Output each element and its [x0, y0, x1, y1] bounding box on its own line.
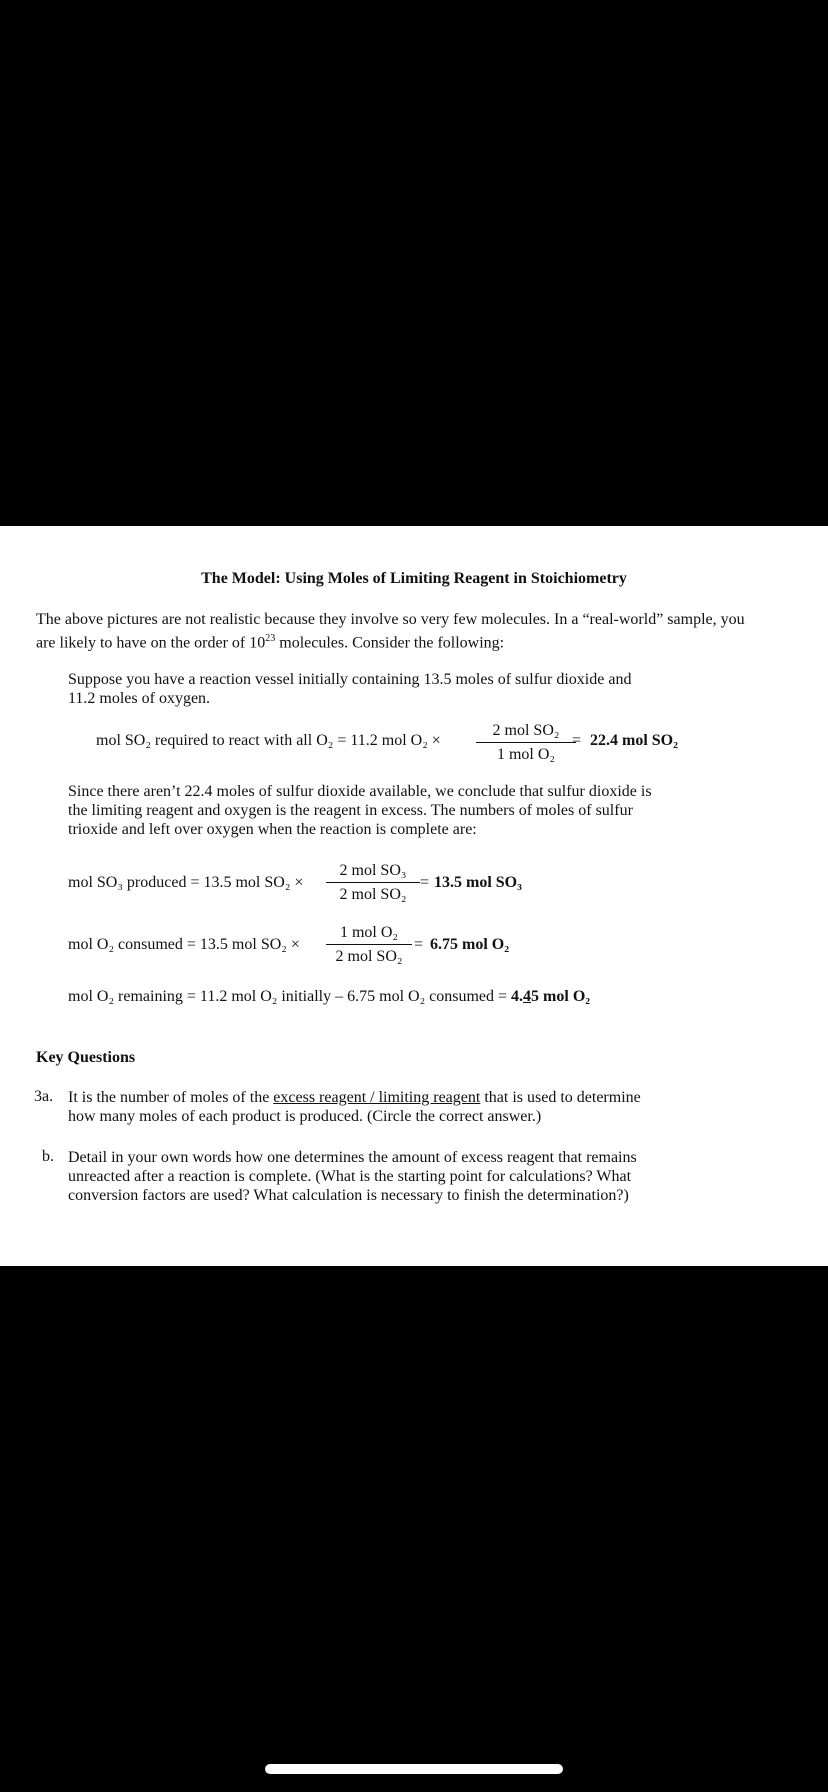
qb-line-1: Detail in your own words how one determines the amount of excess reagent that remains [68, 1149, 637, 1166]
intro-line-2: are likely to have on the order of $10^{23}$ molecules. Consider the following: [36, 633, 505, 652]
suppose-line-1: Suppose you have a reaction vessel initially containing 13.5 moles of sulfur dioxide and [68, 671, 632, 688]
since-line-2: the limiting reagent and oxygen is the reagent in excess. The numbers of moles of sulfur [68, 802, 633, 819]
equation-o2-remaining [68, 988, 590, 1006]
eq2-fraction [326, 862, 420, 904]
eq2-denominator: 2 mol SO₂ [339, 886, 407, 903]
suppose-line-2: 11.2 moles of oxygen. [68, 690, 211, 707]
eq2-left: mol SO₃ produced = 13.5 mol SO₂ × [68, 874, 304, 891]
intro-line-1: The above pictures are not realistic because they involve so very few molecules. In a “real-world” sample, you [36, 611, 745, 628]
since-line-1: Since there aren’t 22.4 moles of sulfur dioxide available, we conclude that sulfur dioxide is [68, 783, 652, 800]
qb-line-3: conversion factors are used? What calculation is necessary to finish the determination?) [68, 1187, 629, 1204]
eq2-numerator: 2 mol SO₃ [326, 862, 420, 883]
eq1-denominator: 1 mol O₂ [496, 746, 556, 763]
reagent-choice[interactable]: excess reagent / limiting reagent [273, 1089, 481, 1106]
suppose-paragraph [68, 670, 788, 708]
exponent: 23 [265, 633, 276, 644]
q3a-line-1: It is the number of moles of the excess reagent / limiting reagent that is used to determine [68, 1089, 641, 1106]
eq3-equals: = [414, 936, 424, 953]
eq3-denominator: 2 mol SO₂ [335, 948, 403, 965]
q3a-line-2: how many moles of each product is produced. (Circle the correct answer.) [68, 1108, 542, 1125]
eq4-result: 4.45 mol O₂ [511, 988, 591, 1005]
question-b-text [68, 1148, 788, 1205]
since-paragraph [68, 782, 788, 839]
question-3a-label: 3a. [34, 1088, 54, 1105]
eq3-left: mol O₂ consumed = 13.5 mol SO₂ × [68, 936, 300, 953]
home-indicator[interactable] [265, 1764, 563, 1774]
eq1-left: mol SO₂ required to react with all O₂ = 11.2 mol O₂ × [96, 732, 441, 749]
question-3a-text [68, 1088, 788, 1126]
eq2-result: 13.5 mol SO₃ [434, 874, 522, 891]
eq1-fraction [476, 722, 576, 764]
eq1-equals: = [572, 732, 582, 749]
eq2-equals: = [420, 874, 430, 891]
eq1-numerator: 2 mol SO₂ [476, 722, 576, 743]
eq3-fraction [326, 924, 412, 966]
eq3-numerator: 1 mol O₂ [326, 924, 412, 945]
document-page [0, 526, 828, 1266]
eq4-text: mol O₂ remaining = 11.2 mol O₂ initially – 6.75 mol O₂ consumed = [68, 988, 512, 1005]
eq1-result: 22.4 mol SO₂ [590, 732, 678, 749]
intro-paragraph [36, 610, 826, 652]
page-title: The Model: Using Moles of Limiting Reagent in Stoichiometry [201, 570, 627, 587]
eq3-result: 6.75 mol O₂ [430, 936, 510, 953]
since-line-3: trioxide and left over oxygen when the reaction is complete are: [68, 821, 477, 838]
qb-line-2: unreacted after a reaction is complete. (What is the starting point for calculations? What [68, 1168, 632, 1185]
question-b-label: b. [42, 1148, 54, 1165]
key-questions-heading: Key Questions [36, 1049, 136, 1066]
